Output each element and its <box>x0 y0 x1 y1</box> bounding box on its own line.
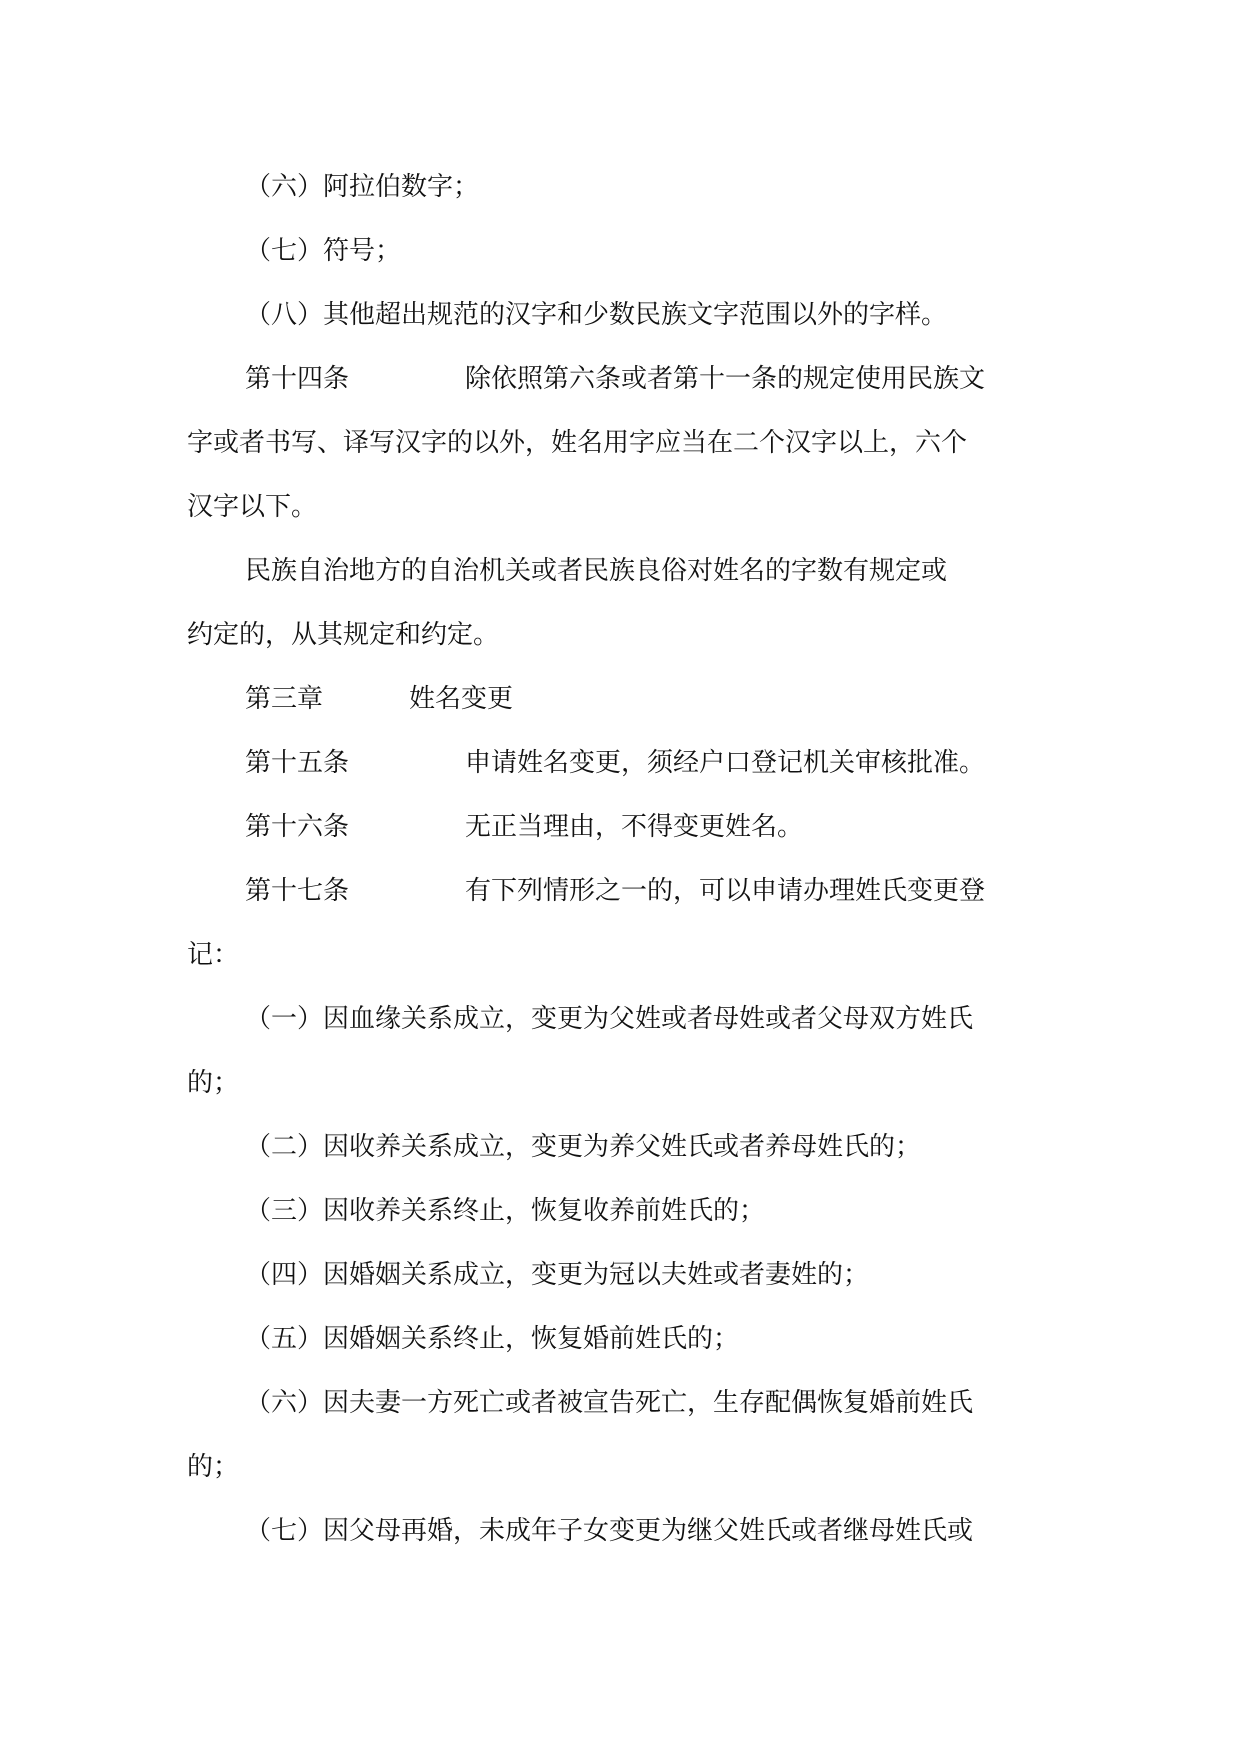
article-14-number: 第十四条 <box>245 364 350 394</box>
article-16-number: 第十六条 <box>245 812 350 842</box>
article-15 <box>187 731 1057 795</box>
article-17-item-2: （二）因收养关系成立，变更为养父姓氏或者养母姓氏的； <box>245 1132 922 1162</box>
list-item-8: （八）其他超出规范的汉字和少数民族文字范围以外的字样。 <box>245 300 948 330</box>
article-14-text-1: 除依照第六条或者第十一条的规定使用民族文 <box>465 364 986 394</box>
article-17-number: 第十七条 <box>245 876 350 906</box>
article-14-line-3: 汉字以下。 <box>187 492 318 522</box>
article-17-item-1-line-2: 的； <box>187 1068 240 1098</box>
article-17-line-2: 记： <box>187 940 240 970</box>
article-15-number: 第十五条 <box>245 748 350 778</box>
article-16 <box>187 795 1057 859</box>
article-17-item-7-line-1: （七）因父母再婚，未成年子女变更为继父姓氏或者继母姓氏或 <box>245 1516 974 1546</box>
article-14-line-1 <box>187 347 1057 411</box>
document-body <box>187 155 1057 1563</box>
chapter-3-number: 第三章 <box>245 684 324 714</box>
article-17-item-3: （三）因收养关系终止，恢复收养前姓氏的； <box>245 1196 766 1226</box>
article-14-line-2: 字或者书写、译写汉字的以外，姓名用字应当在二个汉字以上，六个 <box>187 428 968 458</box>
article-15-text: 申请姓名变更，须经户口登记机关审核批准。 <box>465 748 986 778</box>
article-16-text: 无正当理由，不得变更姓名。 <box>465 812 804 842</box>
chapter-3-heading <box>187 667 1057 731</box>
article-17-text-1: 有下列情形之一的，可以申请办理姓氏变更登 <box>465 876 986 906</box>
article-17-item-4: （四）因婚姻关系成立，变更为冠以夫姓或者妻姓的； <box>245 1260 870 1290</box>
article-17-line-1 <box>187 859 1057 923</box>
list-item-7: （七）符号； <box>245 236 402 266</box>
autonomy-paragraph-line-2: 约定的，从其规定和约定。 <box>187 620 500 650</box>
list-item-6: （六）阿拉伯数字； <box>245 172 480 202</box>
article-17-item-1-line-1: （一）因血缘关系成立，变更为父姓或者母姓或者父母双方姓氏 <box>245 1004 974 1034</box>
chapter-3-title: 姓名变更 <box>409 684 514 714</box>
autonomy-paragraph-line-1: 民族自治地方的自治机关或者民族良俗对姓名的字数有规定或 <box>245 556 948 586</box>
article-17-item-6-line-1: （六）因夫妻一方死亡或者被宣告死亡，生存配偶恢复婚前姓氏 <box>245 1388 974 1418</box>
article-17-item-6-line-2: 的； <box>187 1452 240 1482</box>
article-17-item-5: （五）因婚姻关系终止，恢复婚前姓氏的； <box>245 1324 740 1354</box>
